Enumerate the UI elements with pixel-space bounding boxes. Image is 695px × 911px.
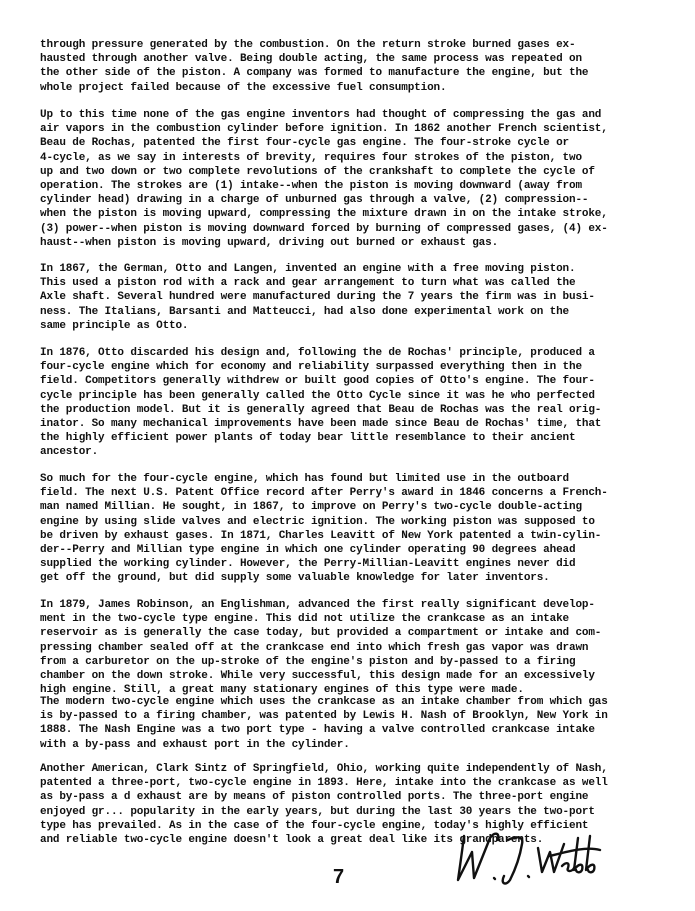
- text-line: pressing chamber sealed off at the crankcase end into which fresh gas vapor was drawn: [40, 641, 589, 654]
- text-line: Another American, Clark Sintz of Springfield, Ohio, working quite independently of Nash,: [40, 763, 608, 775]
- text-line: patented a three-port, two-cycle engine in 1893. Here, intake into the crankcase as well: [40, 777, 608, 790]
- text-line: from a carburetor on the up-stroke of the engine's piston and by-passed to a firing: [40, 655, 576, 668]
- text-line: field. The next U.S. Patent Office record after Perry's award in 1846 concerns a French-: [40, 487, 608, 500]
- text-line: is by-passed to a firing chamber, was patented by Lewis H. Nash of Brooklyn, New York in: [40, 710, 608, 723]
- text-line: same principle as Otto.: [40, 319, 189, 332]
- paragraph-7: [40, 695, 658, 752]
- text-line: In 1867, the German, Otto and Langen, invented an engine with a free moving piston.: [40, 263, 576, 275]
- paragraph-2: [40, 108, 658, 250]
- text-line: get off the ground, but did supply some valuable knowledge for later inventors.: [40, 572, 550, 585]
- paragraph-1: [40, 38, 658, 95]
- text-line: the other side of the piston. A company was formed to manufacture the engine, but the: [40, 67, 589, 80]
- paragraph-3: [40, 262, 658, 333]
- text-line: cycle principle has been generally called the Otto Cycle since it was he who perfected: [40, 389, 595, 402]
- text-line: the production model. But it is generally agreed that Beau de Rochas was the real orig-: [40, 403, 602, 416]
- text-line: der--Perry and Millian type engine in which one cylinder operating 90 degrees ahead: [40, 544, 576, 557]
- page-number: 7: [333, 866, 345, 888]
- text-line: (3) power--when piston is moving downward forced by burning of compressed gases, (4) ex-: [40, 222, 608, 235]
- paragraph-6: [40, 598, 658, 697]
- text-line: Beau de Rochas, patented the first four-cycle gas engine. The four-stroke cycle or: [40, 137, 569, 150]
- handwritten-signature-icon: [450, 822, 610, 892]
- text-line: with a by-pass and exhaust port in the cylinder.: [40, 738, 350, 751]
- text-line: the highly efficient power plants of today bear little resemblance to their ancient: [40, 432, 576, 445]
- text-line: up and two down or two complete revolutions of the crankshaft to complete the cycle of: [40, 165, 595, 178]
- text-line: inator. So many mechanical improvements have been made since Beau de Rochas' time, that: [40, 418, 602, 431]
- text-line: whole project failed because of the excessive fuel consumption.: [40, 81, 447, 94]
- text-line: through pressure generated by the combustion. On the return stroke burned gases ex-: [40, 39, 576, 51]
- text-line: So much for the four-cycle engine, which has found but limited use in the outboard: [40, 473, 569, 485]
- text-line: four-cycle engine which for economy and reliability surpassed everything then in the: [40, 361, 582, 374]
- text-line: chamber on the down stroke. While very successful, this design made for an excessively: [40, 670, 595, 683]
- text-line: be driven by exhaust gases. In 1871, Charles Leavitt of New York patented a twin-cylin-: [40, 529, 602, 542]
- text-line: This used a piston rod with a rack and gear arrangement to turn what was called the: [40, 277, 576, 290]
- text-line: 1888. The Nash Engine was a two port type - having a valve controlled crankcase intake: [40, 724, 595, 737]
- text-line: ness. The Italians, Barsanti and Matteucci, had also done experimental work on the: [40, 305, 569, 318]
- text-line: ancestor.: [40, 446, 99, 459]
- text-line: enjoyed gr... popularity in the early years, but during the last 30 years the two-port: [40, 805, 595, 818]
- text-line: when the piston is moving upward, compressing the mixture drawn in on the intake stroke,: [40, 208, 608, 221]
- text-line: field. Competitors generally withdrew or built good copies of Otto's engine. The four-: [40, 375, 595, 388]
- text-line: as by-pass a d exhaust are by means of piston controlled ports. The three-port engine: [40, 791, 589, 804]
- text-line: The modern two-cycle engine which uses the crankcase as an intake chamber from which gas: [40, 696, 608, 708]
- text-line: man named Millian. He sought, in 1867, to improve on Perry's two-cycle double-acting: [40, 501, 582, 514]
- text-line: high engine. Still, a great many stationary engines of this type were made.: [40, 684, 524, 697]
- text-line: Axle shaft. Several hundred were manufactured during the 7 years the firm was in busi-: [40, 291, 595, 304]
- text-line: ment in the two-cycle type engine. This did not utilize the crankcase as an intake: [40, 613, 569, 626]
- paragraph-4: [40, 346, 658, 460]
- text-line: Up to this time none of the gas engine inventors had thought of compressing the gas and: [40, 109, 602, 121]
- text-line: operation. The strokes are (1) intake--when the piston is moving downward (away from: [40, 180, 582, 193]
- text-line: cylinder head) drawing in a charge of unburned gas through a valve, (2) compression--: [40, 194, 589, 207]
- text-line: supplied the working cylinder. However, the Perry-Millian-Leavitt engines never did: [40, 558, 576, 571]
- text-line: In 1876, Otto discarded his design and, following the de Rochas' principle, produced a: [40, 347, 595, 359]
- text-line: and reliable two-cycle engine doesn't look a great deal like its grandparents.: [40, 834, 544, 847]
- text-line: 4-cycle, as we say in interests of brevity, requires four strokes of the piston, two: [40, 151, 582, 164]
- text-line: hausted through another valve. Being double acting, the same process was repeated on: [40, 53, 582, 66]
- text-line: engine by using slide valves and electric ignition. The working piston was supposed to: [40, 515, 595, 528]
- text-line: haust--when piston is moving upward, driving out burned or exhaust gas.: [40, 236, 499, 249]
- text-line: type has prevailed. As in the case of the four-cycle engine, today's highly efficient: [40, 819, 589, 832]
- text-line: In 1879, James Robinson, an Englishman, advanced the first really significant develop-: [40, 599, 595, 611]
- text-line: air vapors in the combustion cylinder before ignition. In 1862 another French scientist,: [40, 123, 608, 136]
- paragraph-5: [40, 472, 658, 586]
- text-line: reservoir as is generally the case today, but provided a compartment or intake and com-: [40, 627, 602, 640]
